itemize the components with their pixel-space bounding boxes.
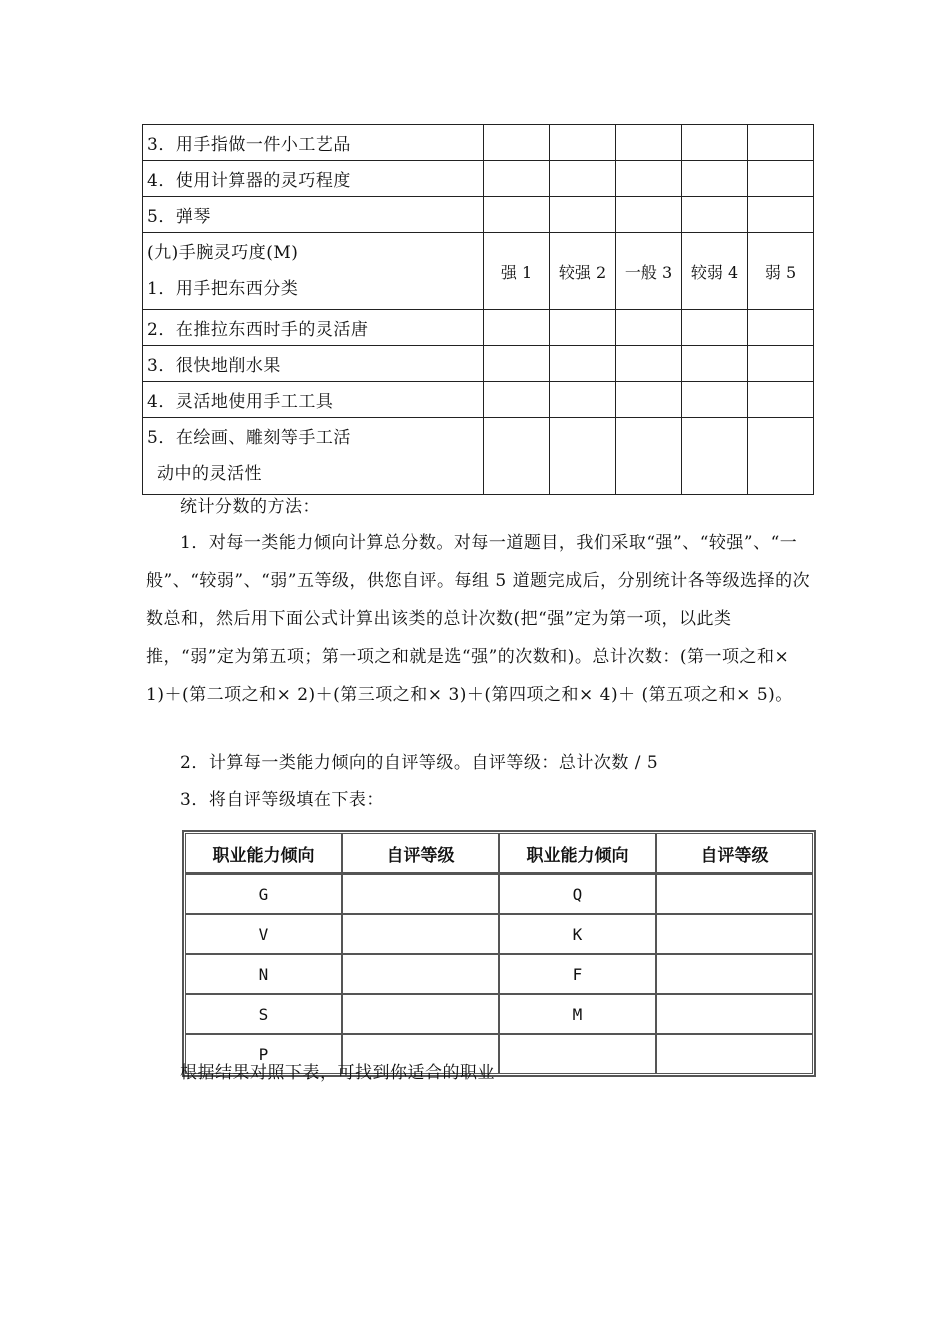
rating-cell[interactable]: [748, 310, 814, 346]
scale-weak: 弱 5: [748, 233, 814, 310]
rating-cell[interactable]: [550, 197, 616, 233]
rating-cell[interactable]: [616, 161, 682, 197]
rating-cell[interactable]: [484, 418, 550, 495]
result-table: [185, 833, 813, 1074]
column-header: 职业能力倾向: [499, 833, 656, 874]
question-label: 4．使用计算器的灵巧程度: [143, 161, 484, 197]
rating-cell[interactable]: [748, 161, 814, 197]
table-row: [143, 125, 814, 161]
rating-cell[interactable]: [484, 161, 550, 197]
rating-cell[interactable]: [682, 382, 748, 418]
table-header-row: [185, 833, 813, 874]
rating-cell[interactable]: [682, 197, 748, 233]
aptitude-code: P: [185, 1034, 342, 1074]
table-row: [185, 994, 813, 1034]
rating-cell[interactable]: [748, 346, 814, 382]
question-label: 3．很快地削水果: [143, 346, 484, 382]
method-step-2: 2．计算每一类能力倾向的自评等级。自评等级：总计次数 / 5: [180, 753, 659, 773]
aptitude-code: [499, 1034, 656, 1074]
scale-strong: 强 1: [484, 233, 550, 310]
grade-cell[interactable]: [656, 874, 813, 914]
question-label: 4．灵活地使用手工工具: [143, 382, 484, 418]
rating-cell[interactable]: [484, 310, 550, 346]
grade-cell[interactable]: [342, 954, 499, 994]
rating-cell[interactable]: [550, 125, 616, 161]
rating-cell[interactable]: [748, 418, 814, 495]
rating-cell[interactable]: [550, 418, 616, 495]
result-table-frame: [182, 830, 816, 1077]
rating-cell[interactable]: [616, 310, 682, 346]
method-step-3: 3．将自评等级填在下表：: [180, 790, 384, 810]
aptitude-code: F: [499, 954, 656, 994]
rating-cell[interactable]: [484, 382, 550, 418]
grade-cell[interactable]: [342, 994, 499, 1034]
aptitude-code: S: [185, 994, 342, 1034]
aptitude-code: V: [185, 914, 342, 954]
rating-cell[interactable]: [616, 197, 682, 233]
aptitude-code: Q: [499, 874, 656, 914]
scale-fairly-weak: 较弱 4: [682, 233, 748, 310]
table-row: [143, 310, 814, 346]
question-label-cell: [143, 418, 484, 495]
table-row: [143, 382, 814, 418]
table-row: [185, 954, 813, 994]
aptitude-code: N: [185, 954, 342, 994]
rating-cell[interactable]: [682, 161, 748, 197]
grade-cell[interactable]: [656, 994, 813, 1034]
rating-cell[interactable]: [550, 382, 616, 418]
column-header: 职业能力倾向: [185, 833, 342, 874]
rating-cell[interactable]: [616, 346, 682, 382]
grade-cell[interactable]: [656, 1034, 813, 1074]
aptitude-code: G: [185, 874, 342, 914]
rating-cell[interactable]: [748, 125, 814, 161]
rating-cell[interactable]: [682, 346, 748, 382]
column-header: 自评等级: [342, 833, 499, 874]
assessment-table: [142, 124, 814, 495]
table-row: [143, 346, 814, 382]
section-header-row: [143, 233, 814, 310]
scale-fairly-strong: 较强 2: [550, 233, 616, 310]
method-step-1: 1．对每一类能力倾向计算总分数。对每一道题目，我们采取“强”、“较强”、“一般”、“较弱”、“弱”五等级，供您自评。每组 5 道题完成后，分别统计各等级选择的次数总和，然后用下面公式计算出该类的总计次数(把“强”定为第一项，以此类推，“弱”定为第五项；第一项之和就是选“强”的次数和)。总计次数：(第一项之和× 1)＋(第二项之和× 2)＋(第三项之和× 3)＋(第四项之和× 4)＋ (第五项之和× 5)。: [146, 533, 811, 705]
question-label: 3．用手指做一件小工艺品: [143, 125, 484, 161]
table-row: [143, 197, 814, 233]
table-row: [143, 161, 814, 197]
question-label: 1．用手把东西分类: [147, 279, 299, 299]
rating-cell[interactable]: [484, 346, 550, 382]
rating-cell[interactable]: [550, 346, 616, 382]
aptitude-code: K: [499, 914, 656, 954]
rating-cell[interactable]: [550, 310, 616, 346]
rating-cell[interactable]: [682, 418, 748, 495]
rating-cell[interactable]: [616, 382, 682, 418]
footer-text: 根据结果对照下表，可找到你适合的职业: [180, 1063, 495, 1083]
rating-cell[interactable]: [616, 125, 682, 161]
aptitude-code: M: [499, 994, 656, 1034]
question-label-cont: 动中的灵活性: [157, 464, 262, 484]
rating-cell[interactable]: [748, 382, 814, 418]
rating-cell[interactable]: [550, 161, 616, 197]
table-row: [185, 914, 813, 954]
grade-cell[interactable]: [342, 914, 499, 954]
method-heading: 统计分数的方法：: [180, 497, 320, 517]
table-row: [185, 874, 813, 914]
section-title-cell: [143, 233, 484, 310]
question-label: 5．在绘画、雕刻等手工活: [147, 428, 351, 448]
rating-cell[interactable]: [616, 418, 682, 495]
table-row: [143, 418, 814, 495]
rating-cell[interactable]: [748, 197, 814, 233]
grade-cell[interactable]: [342, 874, 499, 914]
rating-cell[interactable]: [484, 125, 550, 161]
rating-cell[interactable]: [484, 197, 550, 233]
grade-cell[interactable]: [656, 954, 813, 994]
scale-average: 一般 3: [616, 233, 682, 310]
section-title: (九)手腕灵巧度(M): [147, 243, 299, 263]
grade-cell[interactable]: [656, 914, 813, 954]
question-label: 2．在推拉东西时手的灵活唐: [143, 310, 484, 346]
question-label: 5．弹琴: [143, 197, 484, 233]
rating-cell[interactable]: [682, 310, 748, 346]
rating-cell[interactable]: [682, 125, 748, 161]
column-header: 自评等级: [656, 833, 813, 874]
